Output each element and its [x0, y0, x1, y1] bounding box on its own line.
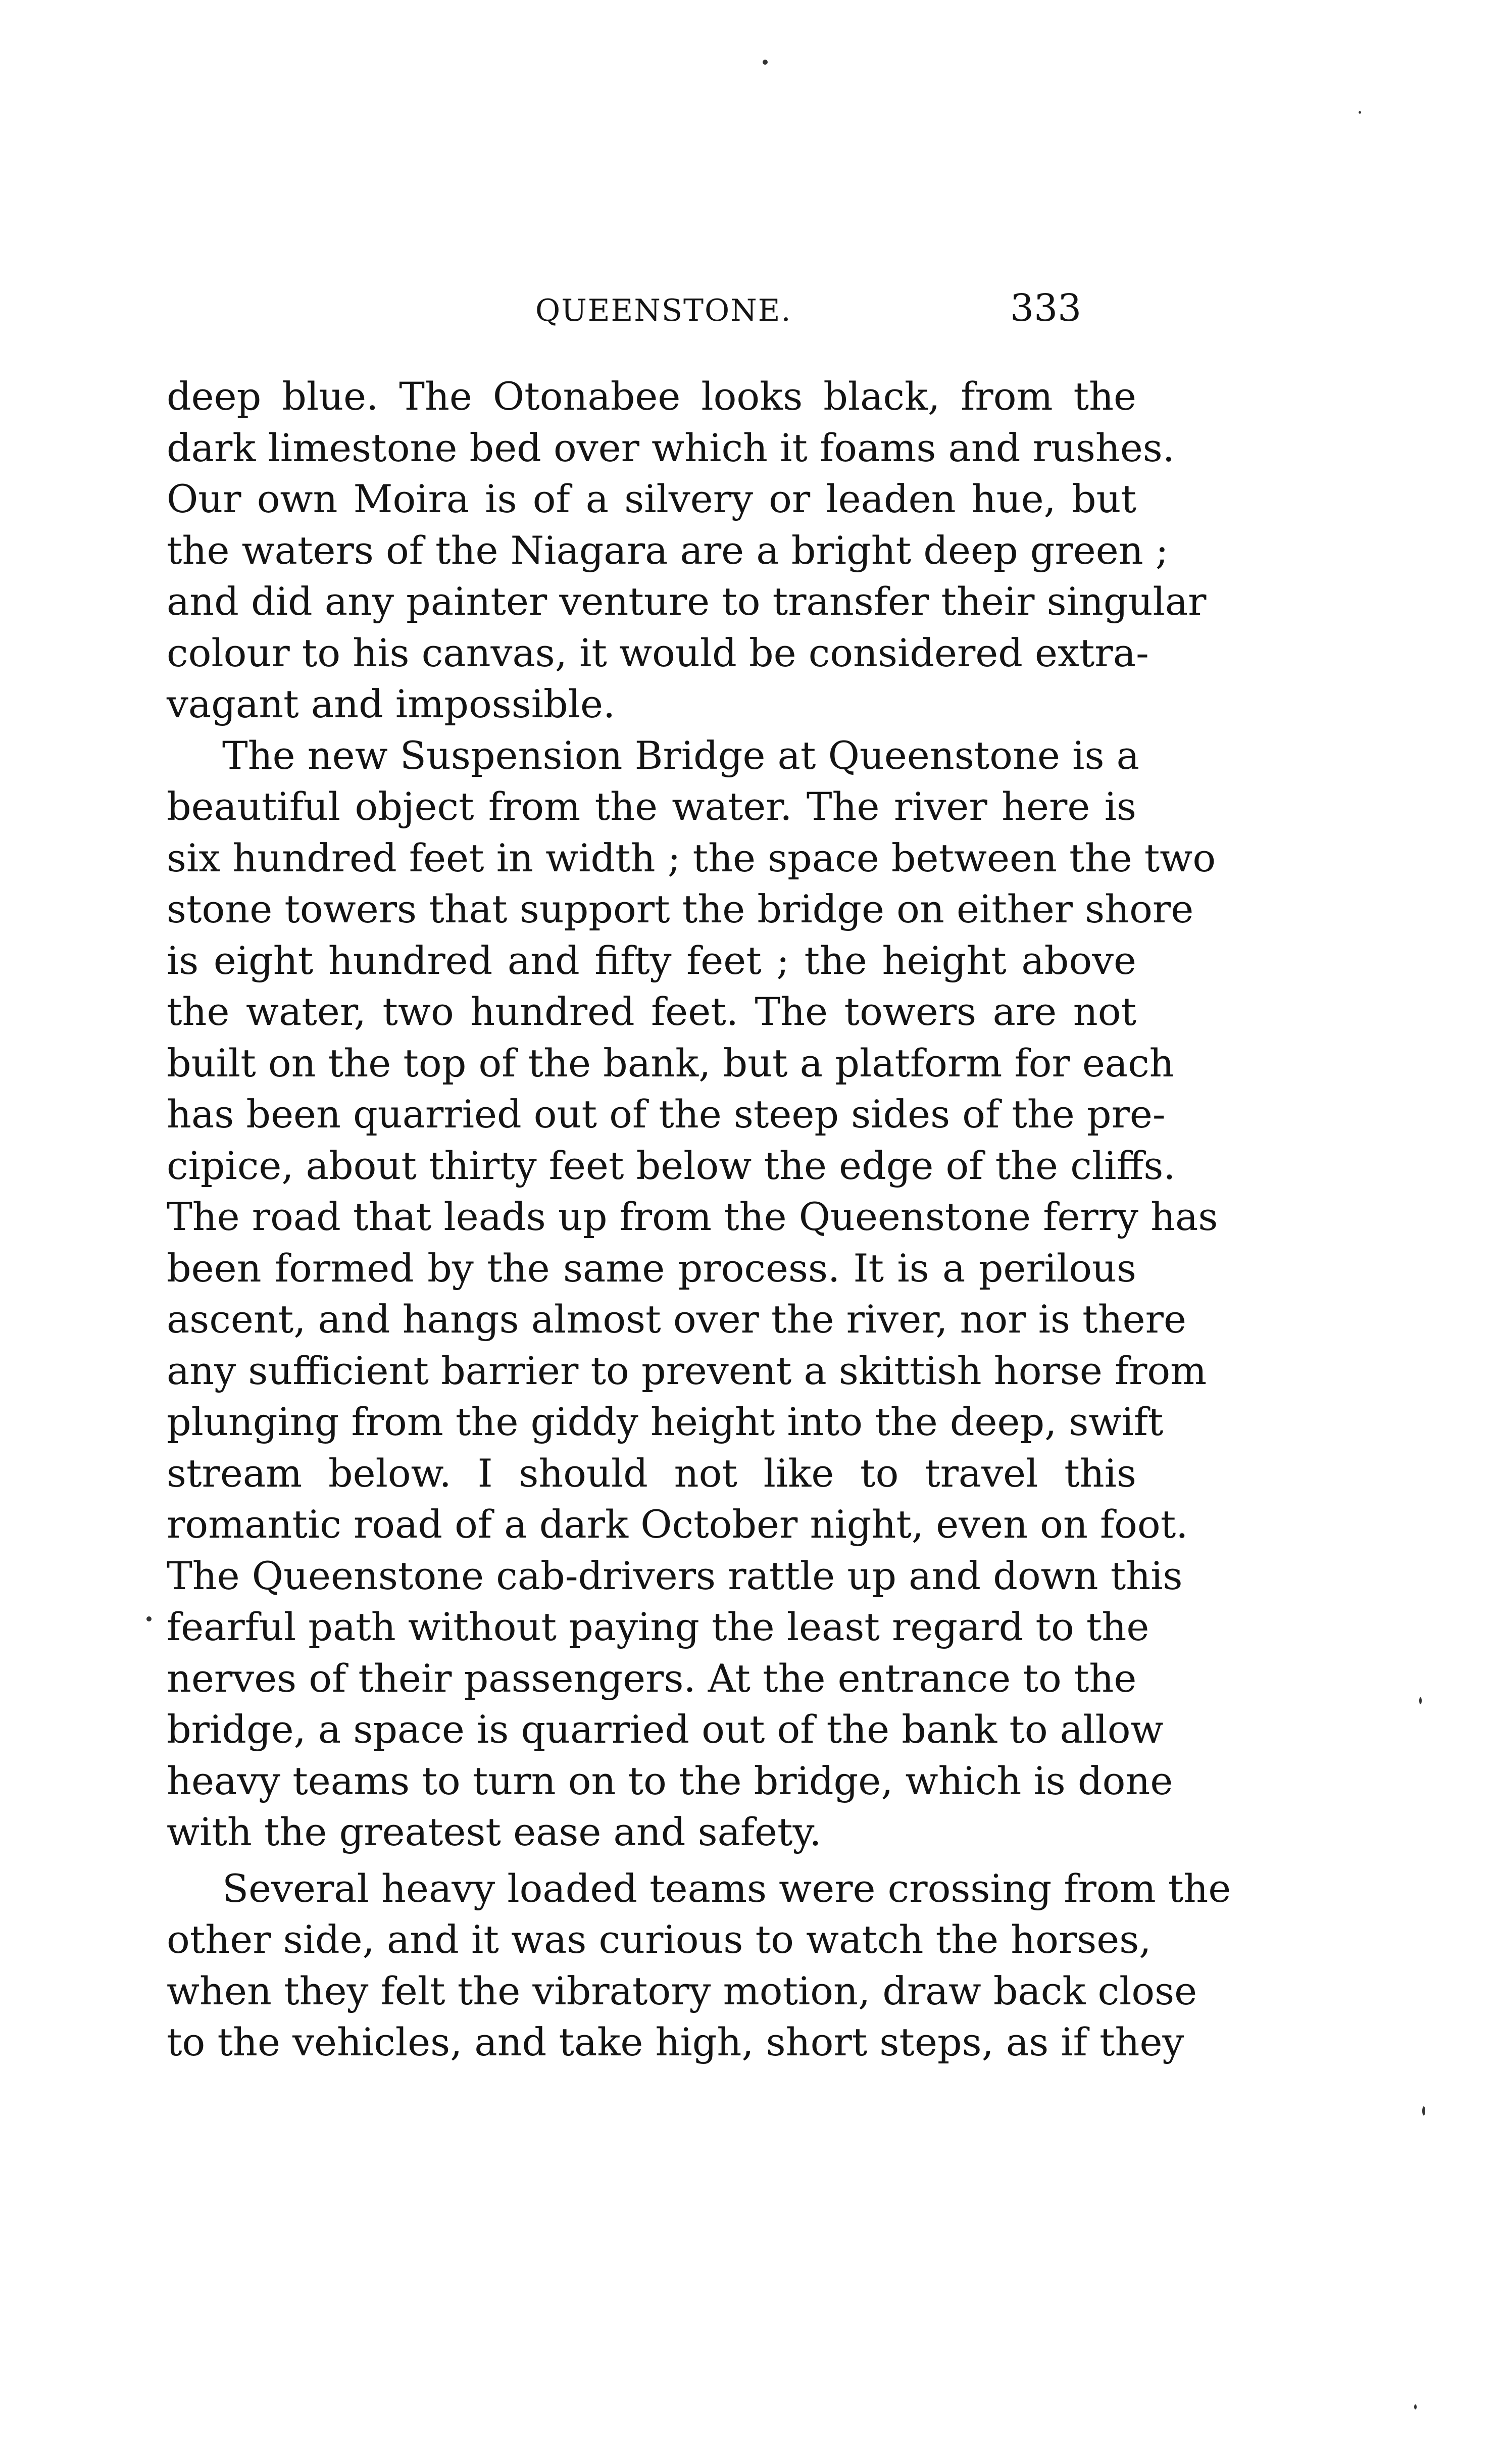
text-line: bridge, a space is quarried out of the bank to allow [167, 1707, 1164, 1752]
paragraph-2 [167, 730, 1218, 1858]
text-line: is eight hundred and fifty feet ; the height above [167, 938, 1136, 983]
text-line: six hundred feet in width ; the space between the two [167, 835, 1216, 880]
text-line: nerves of their passengers. At the entrance to the [167, 1655, 1137, 1701]
text-line: when they felt the vibratory motion, draw back close [167, 1968, 1197, 2013]
text-line: with the greatest ease and safety. [167, 1809, 822, 1854]
scan-speck [1414, 2404, 1417, 2409]
scan-speck [1422, 2106, 1425, 2115]
paragraph-3 [167, 1863, 1231, 2068]
text-line: The road that leads up from the Queenstone ferry has [167, 1194, 1218, 1239]
paragraph-1 [167, 371, 1207, 730]
text-line: Several heavy loaded teams were crossing from the [222, 1865, 1231, 1911]
text-line: vagant and impossible. [167, 681, 616, 726]
body-text [167, 371, 1231, 2068]
text-line: Our own Moira is of a silvery or leaden hue, but [167, 476, 1136, 521]
text-line: The new Suspension Bridge at Queenstone is a [222, 732, 1139, 778]
text-line: romantic road of a dark October night, even on foot. [167, 1502, 1188, 1547]
text-line: stream below. I should not like to travel this [167, 1450, 1136, 1496]
text-line: has been quarried out of the steep sides of the pre- [167, 1092, 1166, 1137]
text-line: The Queenstone cab-drivers rattle up and down this [167, 1553, 1183, 1598]
text-line: been formed by the same process. It is a perilous [167, 1245, 1136, 1291]
text-line: stone towers that support the bridge on either shore [167, 886, 1194, 931]
text-line: any sufficient barrier to prevent a skittish horse from [167, 1348, 1207, 1393]
text-line: beautiful object from the water. The river here is [167, 784, 1136, 829]
text-line: colour to his canvas, it would be considered extra- [167, 630, 1149, 675]
text-line: cipice, about thirty feet below the edge of the cliffs. [167, 1143, 1176, 1188]
scan-speck [763, 60, 768, 65]
text-line: heavy teams to turn on to the bridge, which is done [167, 1758, 1173, 1803]
scan-speck [1359, 111, 1361, 114]
text-line: fearful path without paying the least regard to the [167, 1604, 1149, 1649]
text-line: the waters of the Niagara are a bright deep green ; [167, 527, 1169, 573]
text-line: plunging from the giddy height into the deep, swift [167, 1399, 1164, 1444]
text-line: and did any painter venture to transfer their singular [167, 579, 1207, 624]
text-line: deep blue. The Otonabee looks black, from the [167, 374, 1136, 419]
scan-speck [146, 1616, 152, 1621]
scan-speck [1419, 1697, 1422, 1704]
text-line: built on the top of the bank, but a platform for each [167, 1040, 1174, 1086]
page-number: 333 [1010, 286, 1082, 330]
text-line: to the vehicles, and take high, short steps, as if they [167, 2019, 1184, 2064]
running-title: QUEENSTONE. [535, 293, 792, 328]
text-line: ascent, and hangs almost over the river, nor is there [167, 1297, 1186, 1342]
text-line: the water, two hundred feet. The towers are not [167, 989, 1136, 1034]
text-line: other side, and it was curious to watch the horses, [167, 1917, 1152, 1962]
text-line: dark limestone bed over which it foams and rushes. [167, 425, 1175, 470]
